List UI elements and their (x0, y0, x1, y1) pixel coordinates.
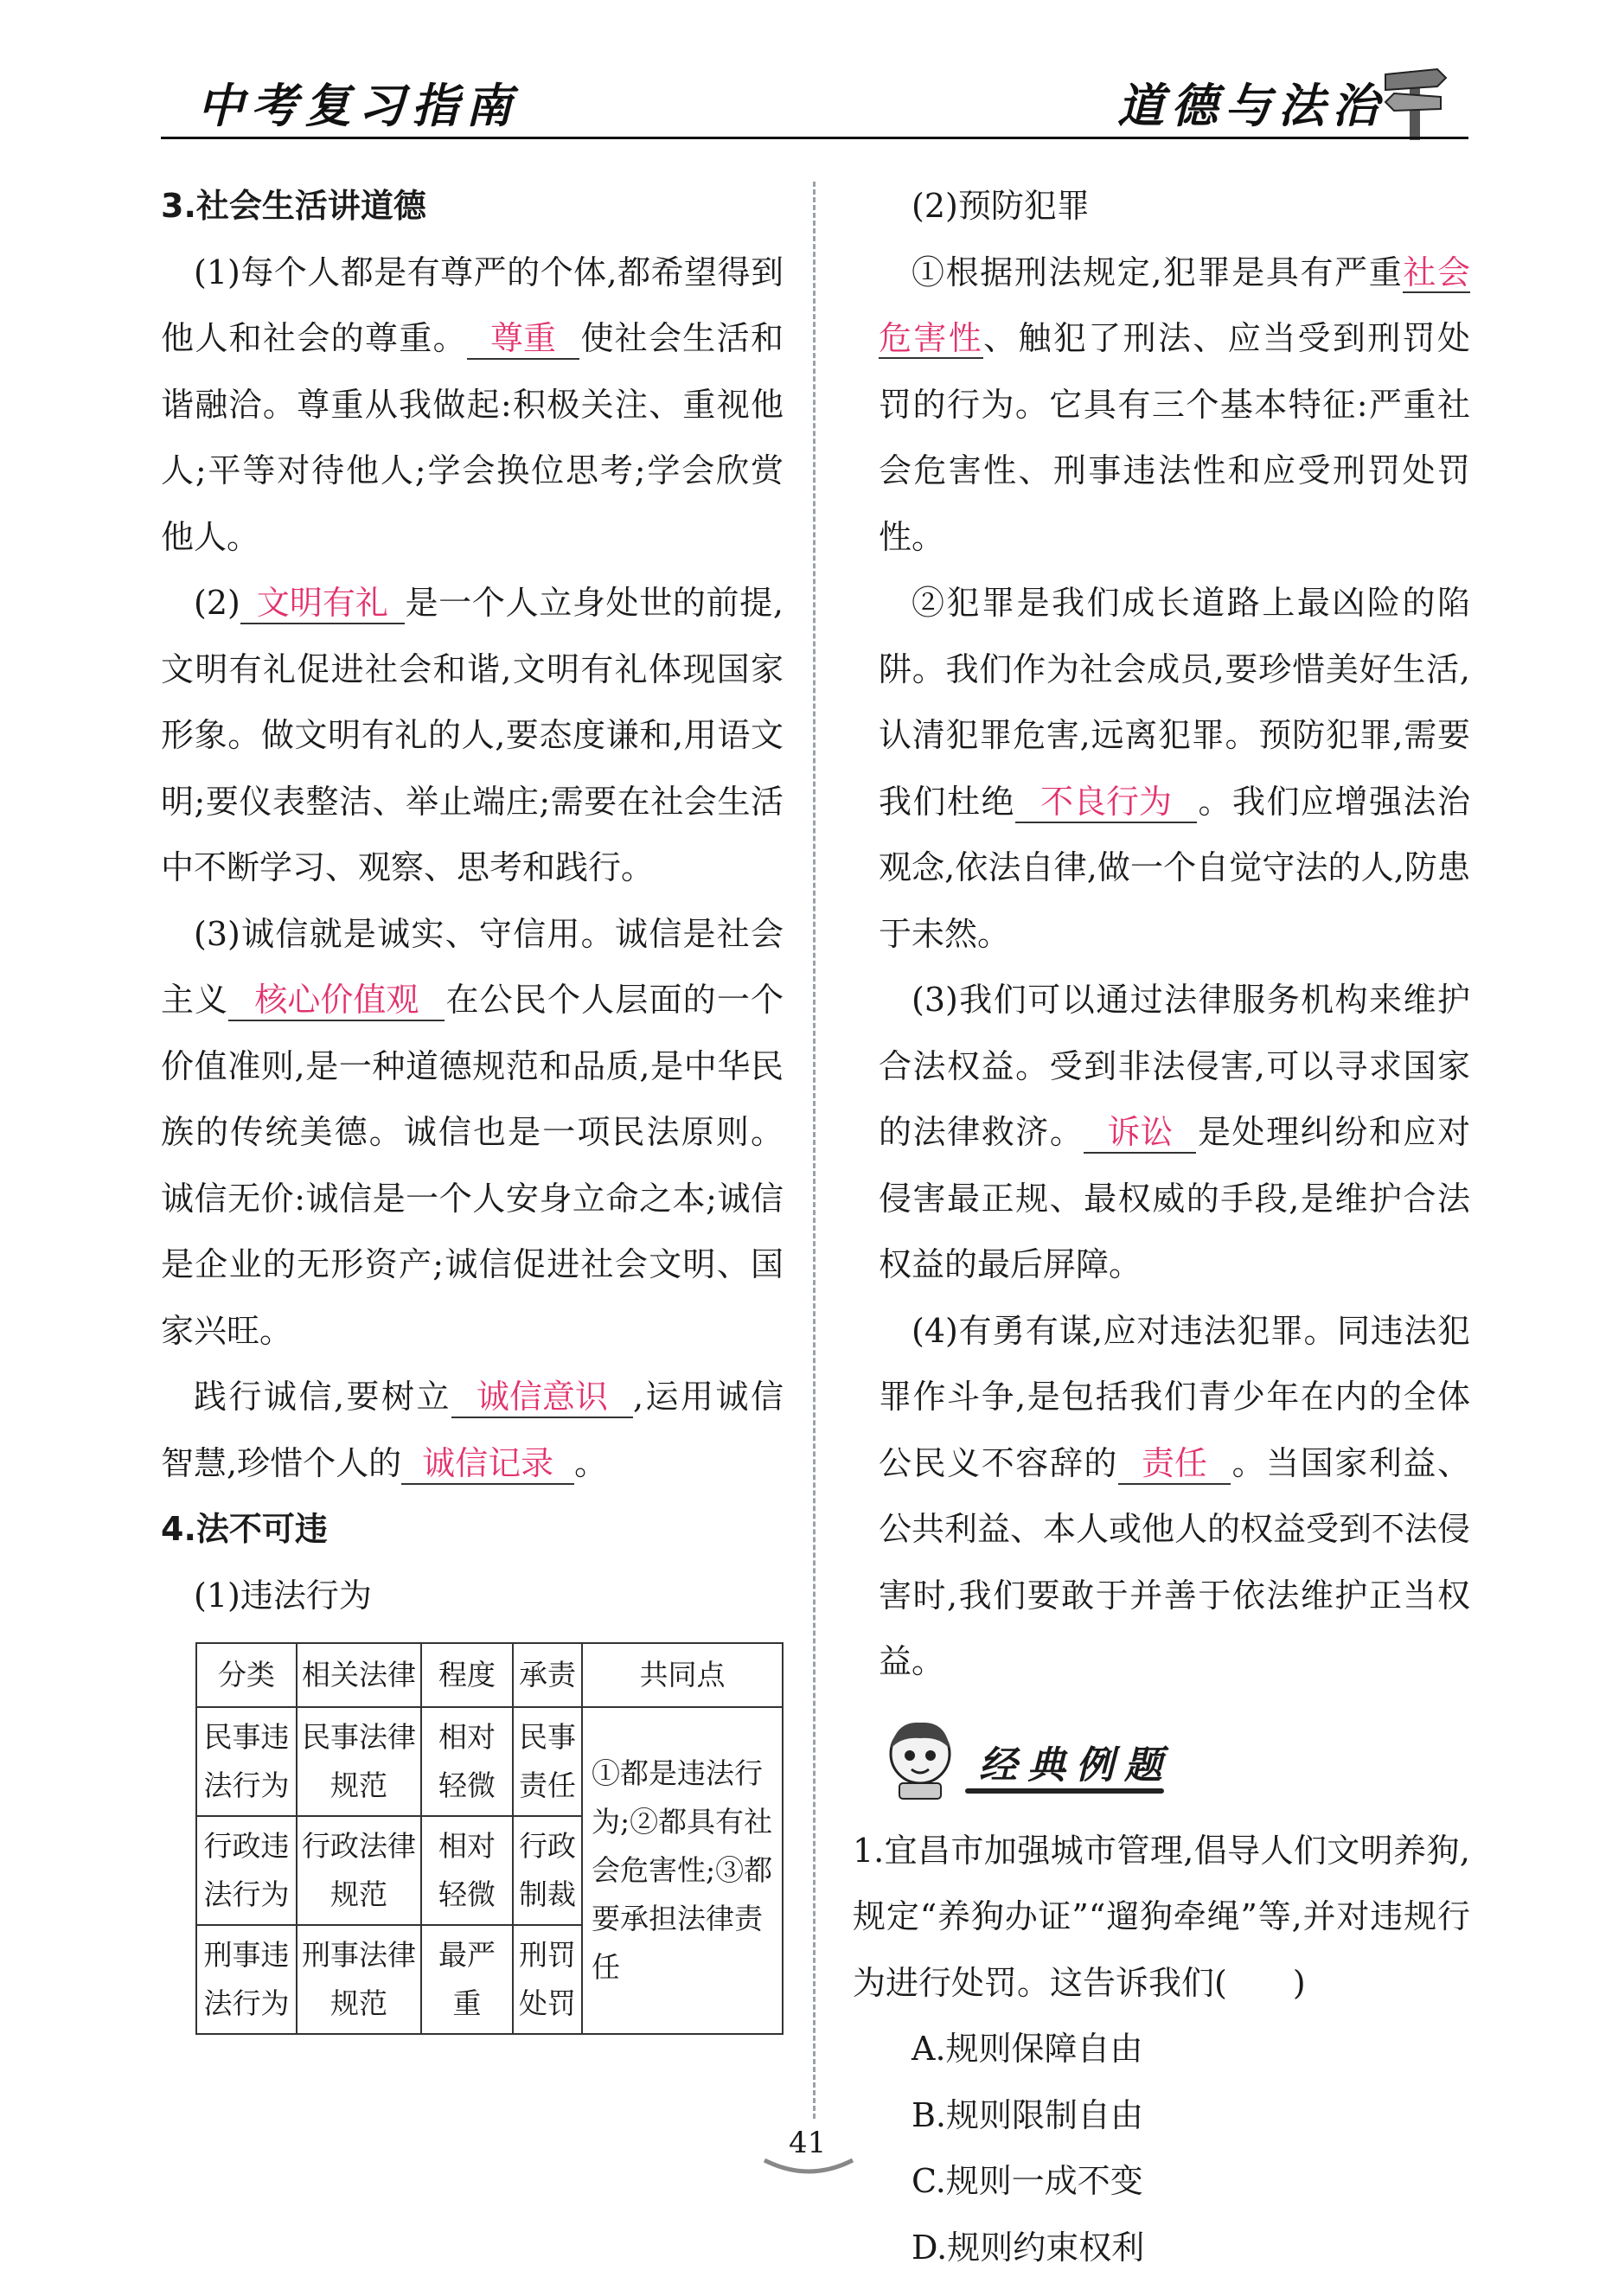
signpost-icon (1380, 55, 1449, 142)
table-header-cell: 共同点 (582, 1643, 783, 1707)
answer-blank: 会危害性 (879, 253, 1470, 357)
option-d: D.规则约束权利 (912, 2228, 1145, 2267)
answer-blank: 诚信意识 (451, 1377, 633, 1418)
option-a: A.规则保障自由 (912, 2030, 1143, 2068)
option-b: B.规则限制自由 (912, 2095, 1144, 2134)
header-rule (161, 137, 1468, 139)
paragraph-civility: (2) 文明有礼 是一个人立身处世的前提,文明有礼促进社会和谐,文明有礼体现国家形象。做文明有礼的人,要态度谦和,用语文明;要仪表整洁、举止端庄;需要在社会生活中不断学习、观察、思考和践行。 (161, 584, 784, 886)
page-number-ornament (761, 2153, 856, 2179)
right-column (853, 173, 1471, 2280)
table-cell: 相对轻微 (421, 1816, 513, 1925)
table-header-row (196, 1643, 783, 1707)
table-header-cell: 分类 (196, 1643, 297, 1707)
option-c: C.规则一成不变 (912, 2162, 1143, 2200)
answer-blank: 尊重 (467, 318, 579, 360)
answer-blank: 文明有礼 (240, 583, 405, 624)
paragraph-respect: (1)每个人都是有尊严的个体,都希望得到他人和社会的尊重。 尊重 使社会生活和谐融洽。尊重从我做起:积极关注、重视他人;平等对待他人;学会换位思考;学会欣赏他人。 (161, 253, 784, 556)
question-1: 1.宜昌市加强城市管理,倡导人们文明养狗,规定“养狗办证”“遛狗牵绳”等,并对违规行为进行处罚。这告诉我们( ) (853, 1831, 1470, 2002)
book-title: 中考复习指南 (197, 79, 519, 133)
table-cell: 行政违法行为 (196, 1816, 297, 1925)
table-cell: 最严重 (421, 1925, 513, 2034)
paragraph-fight-crime: (4)有勇有谋,应对违法犯罪。同违法犯罪作斗争,是包括我们青少年在内的全体公民义不容辞的 责任 。当国家利益、公共利益、本人或他人的权益受到不法侵害时,我们要敢于并善于依法维护正当权益。 (879, 1311, 1471, 1680)
answer-blank: 责任 (1118, 1443, 1231, 1485)
paragraph-crime-trap: ②犯罪是我们成长道路上最凶险的陷阱。我们作为社会成员,要珍惜美好生活,认清犯罪危害,远离犯罪。预防犯罪,需要我们杜绝 不良行为 。我们应增强法治观念,依法自律,做一个自觉守法的人,防患于未然。 (879, 584, 1470, 953)
example-section-badge (879, 1714, 1470, 1809)
table-row (196, 1707, 783, 1816)
subsection-crime-prevention: (2)预防犯罪 (912, 187, 1090, 225)
table-header-cell: 承责 (513, 1643, 582, 1707)
paragraph-crime-definition: ①根据刑法规定,犯罪是具有严重社会危害性、触犯了刑法、应当受到刑罚处罚的行为。它具有三个基本特征:严重社会危害性、刑事违法性和应受刑罚处罚性。 (879, 253, 1470, 556)
table-common-points: ①都是违法行为;②都具有社会危害性;③都要承担法律责任 (582, 1707, 783, 2034)
answer-blank: 诚信记录 (401, 1443, 574, 1485)
paragraph-legal-remedy: (3)我们可以通过法律服务机构来维护合法权益。受到非法侵害,可以寻求国家的法律救济。 诉讼 是处理纠纷和应对侵害最正规、最权威的手段,是维护合法权益的最后屏障。 (879, 981, 1470, 1283)
section-3-title: 3.社会生活讲道德 (161, 187, 426, 225)
illegal-acts-table (195, 1642, 784, 2035)
table-cell: 相对轻微 (421, 1707, 513, 1816)
subsection-illegal-acts: (1)违法行为 (194, 1576, 372, 1615)
answer-blank: 不良行为 (1015, 782, 1197, 823)
table-cell: 行政法律规范 (297, 1816, 421, 1925)
table-header-cell: 相关法律 (297, 1643, 421, 1707)
subject-title: 道德与法治 (1117, 79, 1385, 133)
table-cell: 行政制裁 (513, 1816, 582, 1925)
table-cell: 民事违法行为 (196, 1707, 297, 1816)
answer-blank: 核心价值观 (228, 980, 445, 1021)
table-cell: 刑事违法行为 (196, 1925, 297, 2034)
page-number: 41 (789, 2126, 827, 2160)
example-title-underline (965, 1788, 1164, 1794)
paragraph-integrity: (3)诚信就是诚实、守信用。诚信是社会主义 核心价值观 在公民个人层面的一个价值准则,是一种道德规范和品质,是中华民族的传统美德。诚信也是一项民法原则。诚信无价:诚信是一个人安身立命之本;诚信是企业的无形资产;诚信促进社会文明、国家兴旺。 (161, 914, 784, 1350)
left-column (161, 173, 784, 2035)
table-cell: 刑事法律规范 (297, 1925, 421, 2034)
column-divider (813, 182, 816, 2119)
table-header-cell: 程度 (421, 1643, 513, 1707)
table-cell: 刑罚处罚 (513, 1925, 582, 2034)
mascot-icon (879, 1714, 962, 1800)
answer-blank: 诉讼 (1084, 1112, 1196, 1154)
table-cell: 民事法律规范 (297, 1707, 421, 1816)
table-cell: 民事责任 (513, 1707, 582, 1816)
paragraph-practice-integrity: 践行诚信,要树立 诚信意识 ,运用诚信智慧,珍惜个人的 诚信记录 。 (161, 1364, 784, 1496)
section-4-title: 4.法不可违 (161, 1510, 328, 1548)
example-section-title: 经典例题 (979, 1743, 1173, 1788)
answer-blank: 社 (1403, 253, 1437, 291)
